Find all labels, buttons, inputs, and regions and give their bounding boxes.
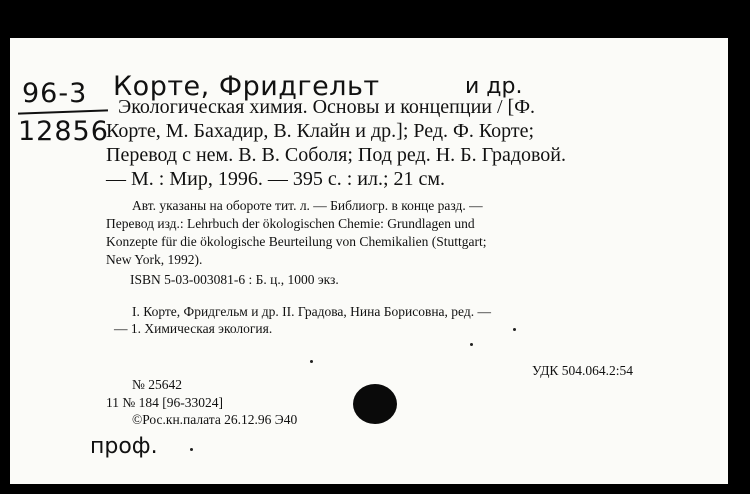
isbn-line: ISBN 5-03-003081-6 : Б. ц., 1000 экз.	[130, 272, 339, 287]
notes-line-4: New York, 1992).	[106, 252, 203, 267]
handwritten-note: проф.	[90, 434, 158, 459]
shelf-code-underline	[18, 109, 108, 114]
catalog-card	[10, 38, 728, 484]
title-line-1: Экологическая химия. Основы и концепции / [Ф.	[118, 96, 536, 118]
title-line-3: Перевод с нем. В. В. Соболя; Под ред. Н. Б. Градовой.	[106, 144, 567, 166]
speck	[310, 360, 313, 363]
speck	[470, 343, 473, 346]
handwritten-author-heading: Корте, Фридгельт	[113, 71, 380, 102]
notes-line-2: Перевод изд.: Lehrbuch der ökologischen Chemie: Grundlagen und	[106, 216, 475, 231]
title-line-4: — М. : Мир, 1996. — 395 с. : ил.; 21 см.	[106, 168, 446, 190]
notes-line-3: Konzepte für die ökologische Beurteilung von Chemikalien (Stuttgart;	[106, 234, 487, 249]
handwritten-shelf-code: 96-3	[22, 78, 88, 109]
handwritten-et-al: и др.	[465, 74, 523, 99]
record-number: 11 № 184 [96-33024]	[106, 395, 223, 410]
speck	[190, 448, 193, 451]
ink-blot	[353, 384, 397, 424]
udc-classification: УДК 504.064.2:54	[532, 363, 634, 378]
tracings-line-2: — 1. Химическая экология.	[114, 321, 273, 336]
title-line-2: Корте, М. Бахадир, В. Клайн и др.]; Ред. Ф. Корте;	[106, 120, 535, 142]
handwritten-inventory-number: 12856	[18, 116, 109, 147]
tracings-line-1: I. Корте, Фридгельм и др. II. Градова, Нина Борисовна, ред. —	[132, 304, 491, 319]
card-number: № 25642	[132, 377, 183, 392]
book-chamber-stamp: ©Рос.кн.палата 26.12.96 Э40	[132, 412, 298, 427]
notes-line-1: Авт. указаны на обороте тит. л. — Библиогр. в конце разд. —	[132, 198, 483, 213]
speck	[513, 328, 516, 331]
